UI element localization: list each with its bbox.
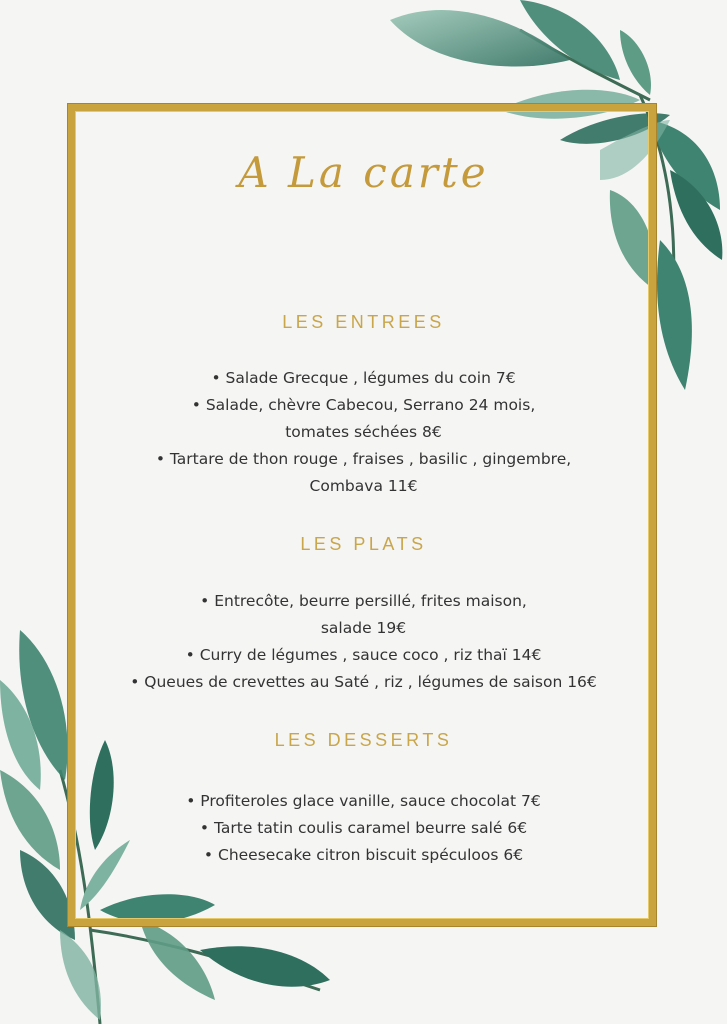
dessert-item: • Cheesecake citron biscuit spéculoos 6€: [203, 846, 524, 864]
entree-item: • Tartare de thon rouge , fraises , basilic , gingembre,: [155, 450, 572, 468]
entree-item: • Salade Grecque , légumes du coin 7€: [211, 369, 516, 387]
entree-item: tomates séchées 8€: [285, 423, 442, 441]
plat-item: • Entrecôte, beurre persillé, frites maison,: [200, 592, 527, 610]
menu-title: A La carte: [238, 148, 489, 197]
desserts-list: [90, 788, 637, 869]
entree-item: Combava 11€: [309, 477, 418, 495]
section-title-desserts: LES DESSERTS: [274, 730, 453, 750]
plats-list: [90, 588, 637, 696]
dessert-item: • Tarte tatin coulis caramel beurre salé 6€: [199, 819, 528, 837]
entree-item: • Salade, chèvre Cabecou, Serrano 24 mois,: [191, 396, 536, 414]
section-title-entrees: LES ENTREES: [282, 312, 445, 332]
entrees-list: [90, 365, 637, 500]
section-title-plats: LES PLATS: [300, 534, 427, 554]
plat-item: • Queues de crevettes au Saté , riz , légumes de saison 16€: [130, 673, 597, 691]
plat-item: salade 19€: [320, 619, 407, 637]
dessert-item: • Profiteroles glace vanille, sauce chocolat 7€: [186, 792, 541, 810]
plat-item: • Curry de légumes , sauce coco , riz thaï 14€: [185, 646, 542, 664]
